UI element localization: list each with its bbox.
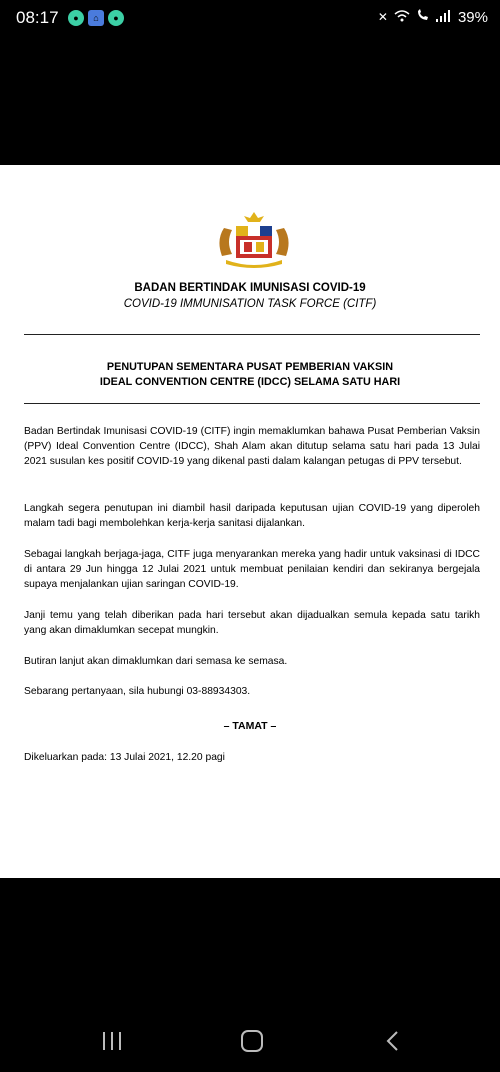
bottom-divider bbox=[24, 403, 480, 404]
recents-icon bbox=[103, 1032, 105, 1050]
wifi-icon bbox=[394, 9, 410, 26]
home-notification-icon: ⌂ bbox=[88, 10, 104, 26]
paragraph-2: Langkah segera penutupan ini diambil hasil daripada keputusan ujian COVID-19 yang diperoleh malam tadi bagi membolehkan kerja-kerja sanitasi dijalankan. bbox=[24, 503, 480, 529]
paragraph-6: Sebarang pertanyaan, sila hubungi 03-88934303. bbox=[24, 686, 251, 697]
headline-line-1: PENUTUPAN SEMENTARA PUSAT PEMBERIAN VAKSIN bbox=[106, 361, 394, 373]
paragraph-1: Badan Bertindak Imunisasi COVID-19 (CITF) ingin memaklumkan bahawa Pusat Pemberian Vaksin (PPV) Ideal Convention Centre (IDCC), Shah Alam akan ditutup selama satu hari pada 13 Julai 2021 susulan kes positif COVID-19 yang dikenal pasti dalam kalangan petugas di PPV tersebut. bbox=[24, 426, 480, 467]
back-icon bbox=[385, 1030, 399, 1052]
paragraph-4: Janji temu yang telah diberikan pada hari tersebut akan dijadualkan semula kepada satu tarikh yang akan dimaklumkan secepat mungkin. bbox=[24, 610, 480, 636]
org-name-malay: BADAN BERTINDAK IMUNISASI COVID-19 bbox=[134, 282, 366, 294]
org-name-english: COVID-19 IMMUNISATION TASK FORCE (CITF) bbox=[123, 298, 377, 310]
status-time: 08:17 bbox=[16, 8, 59, 27]
top-divider bbox=[24, 334, 480, 335]
headline-line-2: IDEAL CONVENTION CENTRE (IDCC) SELAMA SATU HARI bbox=[99, 376, 401, 388]
end-marker: – TAMAT – bbox=[223, 720, 277, 732]
back-button[interactable] bbox=[380, 1028, 404, 1054]
recents-button[interactable] bbox=[98, 1028, 126, 1054]
call-wifi-icon bbox=[416, 8, 430, 26]
issued-date: Dikeluarkan pada: 13 Julai 2021, 12.20 pagi bbox=[24, 752, 225, 763]
message-notification-icon: ● bbox=[108, 10, 124, 26]
status-indicators bbox=[378, 8, 488, 26]
press-release-document bbox=[0, 165, 500, 878]
notification-icons bbox=[68, 10, 124, 26]
paragraph-5: Butiran lanjut akan dimaklumkan dari semasa ke semasa. bbox=[24, 656, 288, 667]
coat-of-arms-icon bbox=[212, 210, 296, 272]
signal-icon bbox=[436, 9, 452, 26]
battery-level: 39% bbox=[457, 8, 488, 26]
status-bar bbox=[0, 0, 500, 40]
home-icon bbox=[241, 1030, 263, 1052]
paragraph-3: Sebagai langkah berjaga-jaga, CITF juga menyarankan mereka yang hadir untuk vaksinasi di IDCC di antara 29 Jun hingga 12 Julai 2021 untuk membuat penilaian kendiri dan sekiranya bergejala supaya menjalankan ujian saringan COVID-19. bbox=[24, 549, 480, 590]
chat-notification-icon: ● bbox=[68, 10, 84, 26]
home-button[interactable] bbox=[240, 1028, 264, 1054]
recents-icon-bar bbox=[119, 1032, 121, 1050]
mute-icon: ✕ bbox=[377, 10, 388, 24]
recents-icon-bar bbox=[111, 1032, 113, 1050]
navigation-bar bbox=[0, 1010, 500, 1072]
